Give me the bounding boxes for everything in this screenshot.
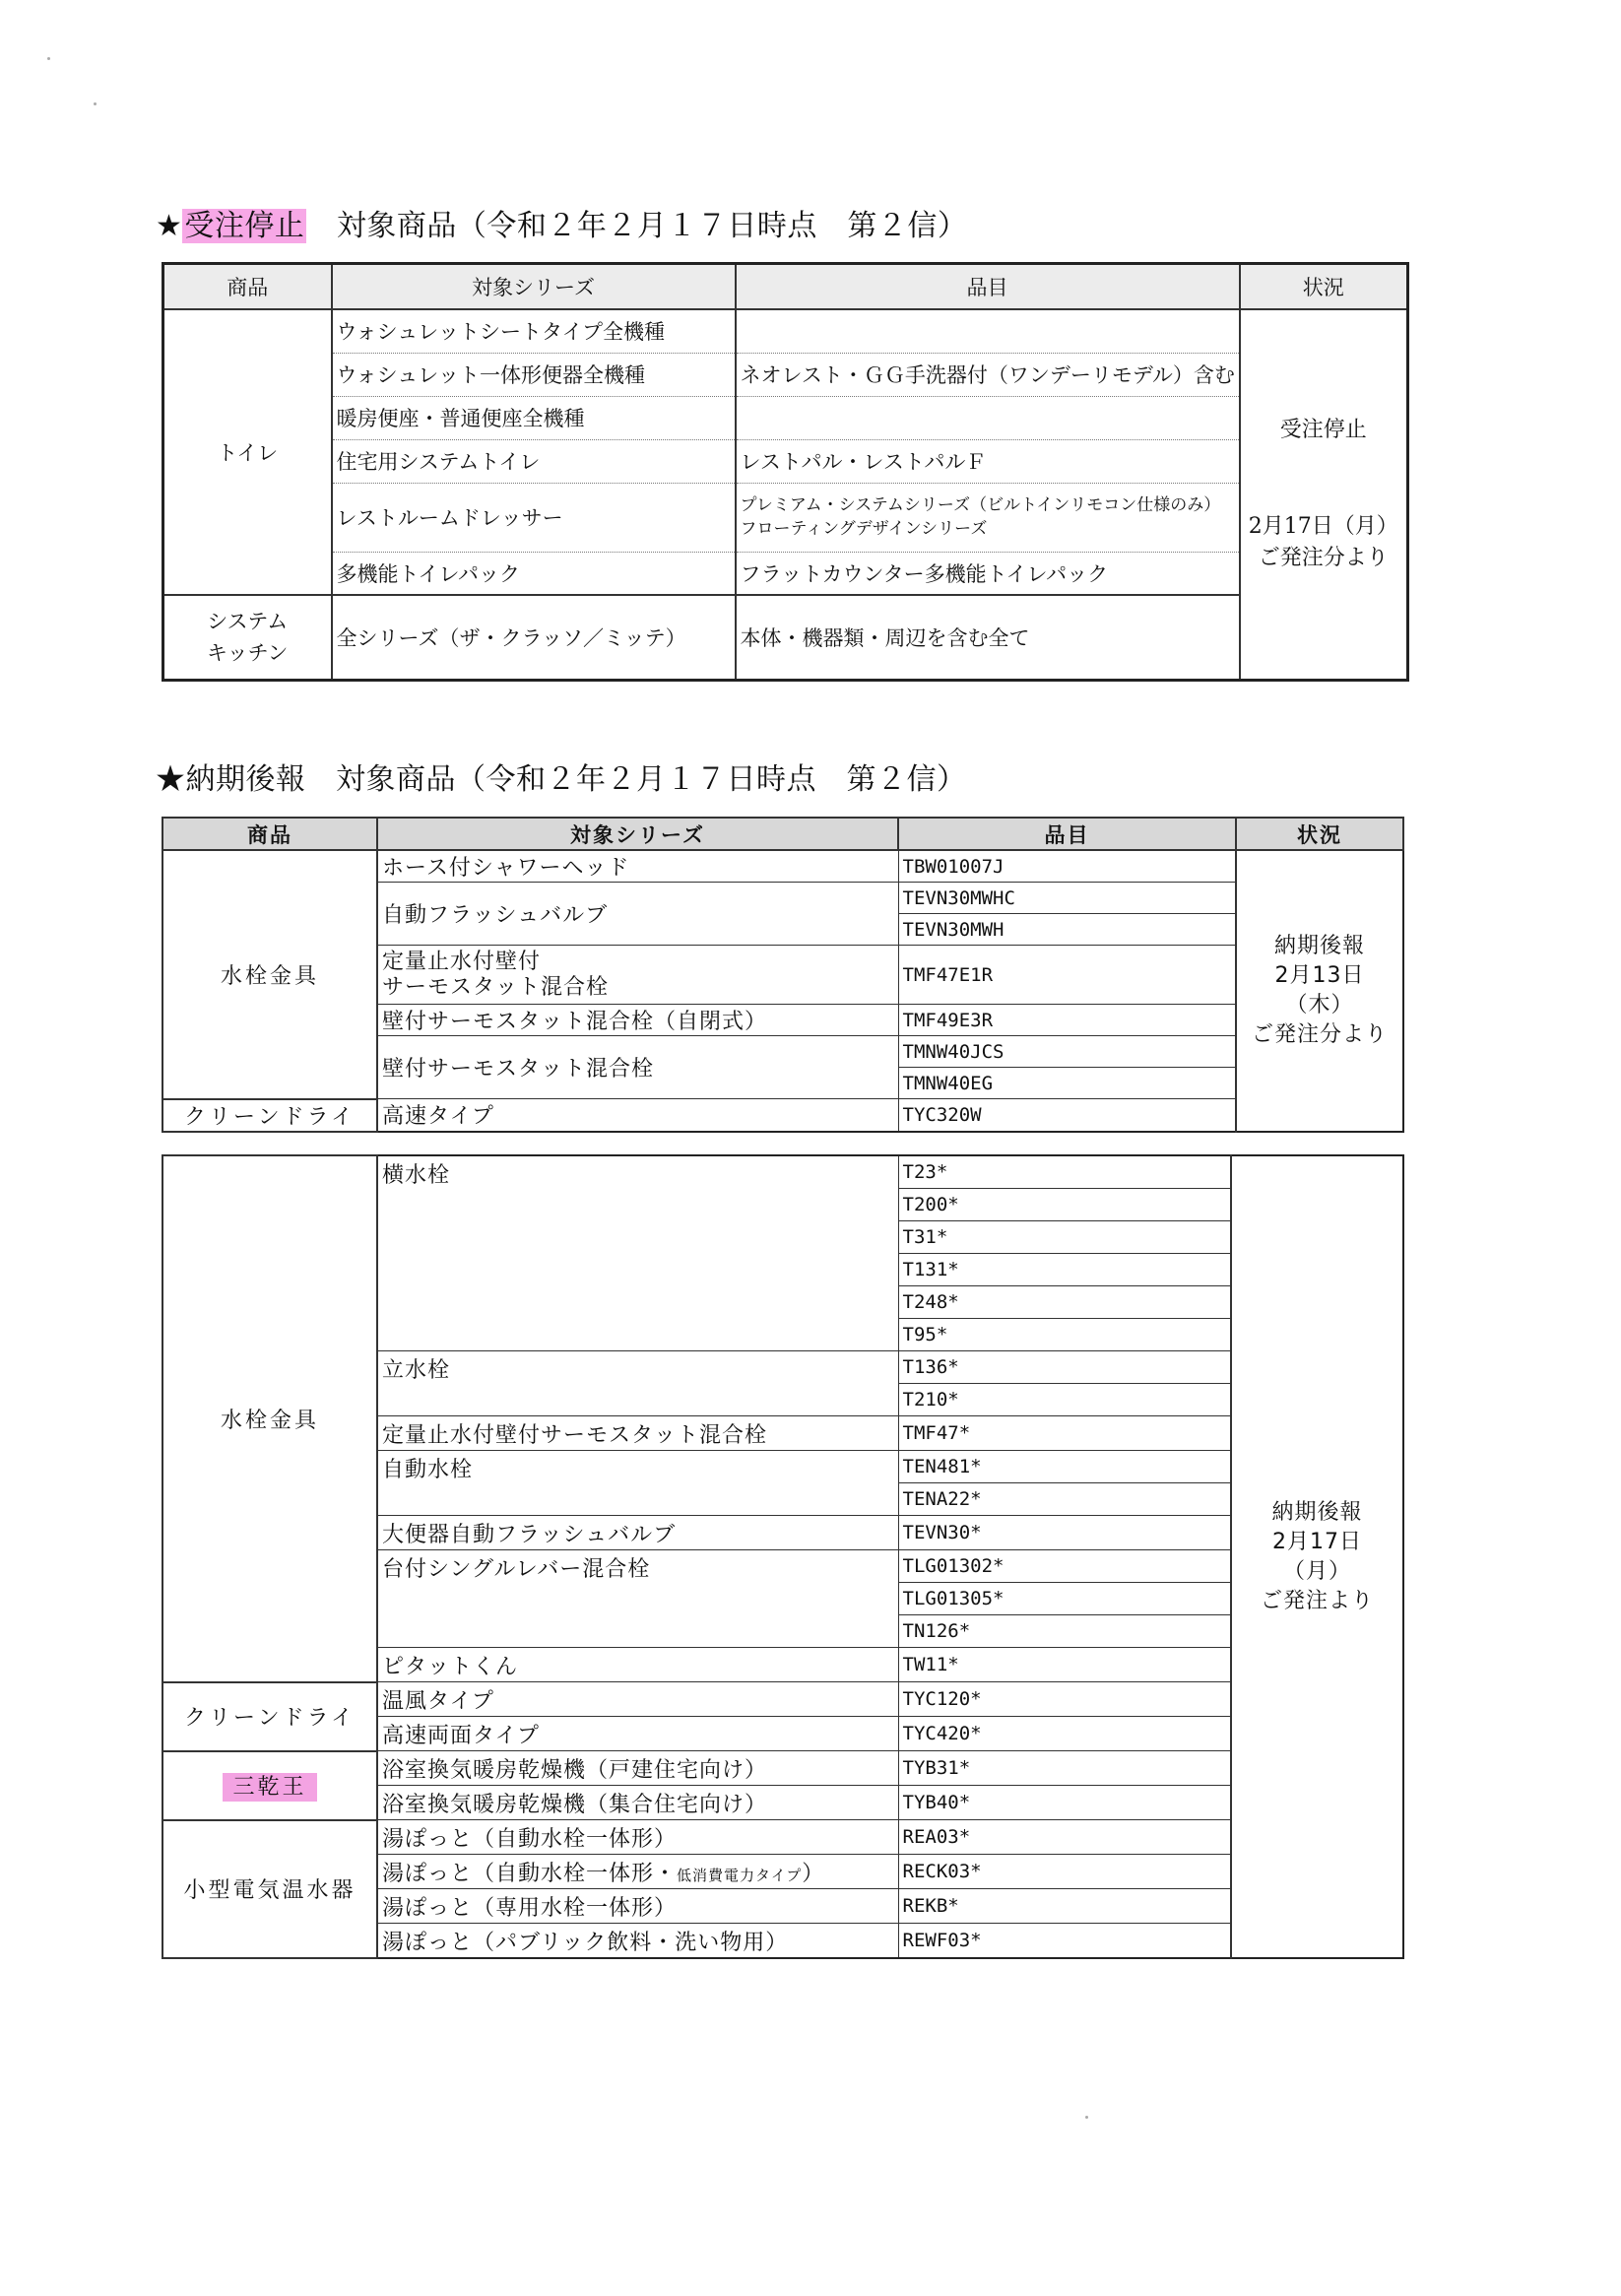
status-from: ご発注分より: [1258, 545, 1389, 570]
item-cell: フラットカウンター多機能トイレパック: [736, 552, 1240, 595]
series-cell-mixed: [377, 1855, 898, 1889]
item-cell: TENA22*: [898, 1483, 1231, 1516]
header-status: 状況: [1236, 818, 1403, 850]
series-cell: レストルームドレッサー: [332, 483, 736, 552]
series-cell: ピタットくん: [377, 1648, 898, 1682]
category-faucet: 水栓金具: [162, 1155, 377, 1682]
series-text: 湯ぽっと（自動水栓一体形・: [382, 1862, 678, 1886]
item-cell: T200*: [898, 1189, 1231, 1221]
category-clean-dry: クリーンドライ: [162, 1682, 377, 1751]
item-cell: TN126*: [898, 1615, 1231, 1648]
series-cell: 浴室換気暖房乾燥機（戸建住宅向け）: [377, 1751, 898, 1786]
series-cell: 浴室換気暖房乾燥機（集合住宅向け）: [377, 1786, 898, 1820]
item-cell: [736, 396, 1240, 439]
header-item: 品目: [736, 264, 1240, 310]
item-cell: TMNW40EG: [898, 1068, 1236, 1099]
status-line: ご発注より: [1260, 1588, 1374, 1613]
series-cell: 立水栓: [377, 1351, 898, 1416]
series-cell-multiline: [377, 946, 898, 1005]
series-text-end: ）: [802, 1862, 825, 1886]
status-line: 納期後報: [1271, 1499, 1363, 1525]
item-cell: [736, 309, 1240, 353]
item-cell: TEVN30MWH: [898, 914, 1236, 946]
category-system-kitchen: [163, 595, 332, 680]
category-sankanou: [162, 1751, 377, 1820]
series-cell: 温風タイプ: [377, 1682, 898, 1717]
series-cell: 住宅用システムトイレ: [332, 439, 736, 483]
status-date: 2月17日（月）: [1248, 513, 1398, 539]
series-cell: 壁付サーモスタット混合栓（自閉式）: [377, 1005, 898, 1036]
item-cell: TMNW40JCS: [898, 1036, 1236, 1068]
highlight-order-stop: 受注停止: [184, 209, 305, 243]
item-cell: T131*: [898, 1254, 1231, 1286]
item-cell: REA03*: [898, 1820, 1231, 1855]
item-cell: REWF03*: [898, 1924, 1231, 1959]
series-cell: 湯ぽっと（自動水栓一体形）: [377, 1820, 898, 1855]
order-stop-table: [162, 262, 1409, 682]
item-cell: TYB40*: [898, 1786, 1231, 1820]
status-cell-delivery-0213: [1236, 850, 1403, 1132]
series-line: サーモスタット混合栓: [382, 974, 610, 1000]
item-cell: T210*: [898, 1384, 1231, 1416]
item-cell: TEN481*: [898, 1451, 1231, 1483]
item-cell: REKB*: [898, 1889, 1231, 1924]
item-cell: TEVN30*: [898, 1516, 1231, 1550]
series-cell: ウォシュレットシートタイプ全機種: [332, 309, 736, 353]
item-cell: TLG01305*: [898, 1583, 1231, 1615]
star-icon: ★: [156, 209, 183, 243]
item-cell: T248*: [898, 1286, 1231, 1319]
item-cell: TYC120*: [898, 1682, 1231, 1717]
series-cell: ホース付シャワーヘッド: [377, 850, 898, 883]
category-kitchen-line: システム: [207, 609, 289, 633]
category-small-water-heater: 小型電気温水器: [162, 1820, 377, 1959]
item-cell: TMF47E1R: [898, 946, 1236, 1005]
item-cell: TLG01302*: [898, 1550, 1231, 1583]
item-cell: T23*: [898, 1155, 1231, 1189]
item-cell: TW11*: [898, 1648, 1231, 1682]
series-cell: 高速タイプ: [377, 1099, 898, 1132]
status-cell-order-stop: [1240, 309, 1408, 680]
item-cell: TYC320W: [898, 1099, 1236, 1132]
item-cell: T95*: [898, 1319, 1231, 1351]
item-cell: レストパル・レストパルＦ: [736, 439, 1240, 483]
series-cell: ウォシュレット一体形便器全機種: [332, 353, 736, 396]
item-cell: RECK03*: [898, 1855, 1231, 1889]
status-line: （木）: [1285, 992, 1354, 1017]
item-cell: TEVN30MWHC: [898, 883, 1236, 914]
heading-order-stop-rest: 対象商品（令和２年２月１７日時点 第２信）: [306, 209, 968, 243]
item-cell: TMF49E3R: [898, 1005, 1236, 1036]
delivery-later-table-2: [162, 1154, 1404, 1959]
item-cell: TYB31*: [898, 1751, 1231, 1786]
header-status: 状況: [1240, 264, 1408, 310]
status-cell-delivery-0217: [1231, 1155, 1403, 1958]
category-toilet: トイレ: [163, 309, 332, 595]
heading-delivery-later: ★納期後報 対象商品（令和２年２月１７日時点 第２信）: [156, 762, 967, 797]
header-series: 対象シリーズ: [377, 818, 898, 850]
scan-speck: [94, 102, 97, 105]
status-line: 2月17日: [1272, 1529, 1362, 1554]
scan-speck: [1085, 2116, 1088, 2119]
category-sankanou-label: 三乾王: [223, 1773, 316, 1802]
item-cell: TMF47*: [898, 1416, 1231, 1451]
series-cell: 多機能トイレパック: [332, 552, 736, 595]
item-line: プレミアム・システムシリーズ（ビルトインリモコン仕様のみ）: [740, 495, 1221, 515]
category-kitchen-line: キッチン: [206, 640, 289, 665]
heading-order-stop: [156, 201, 967, 244]
series-cell: 壁付サーモスタット混合栓: [377, 1036, 898, 1099]
item-cell: T136*: [898, 1351, 1231, 1384]
header-product: 商品: [163, 264, 332, 310]
series-cell: 大便器自動フラッシュバルブ: [377, 1516, 898, 1550]
status-line: 2月13日: [1274, 962, 1365, 988]
item-cell: T31*: [898, 1221, 1231, 1254]
series-cell: 湯ぽっと（パブリック飲料・洗い物用）: [377, 1924, 898, 1959]
series-cell: 自動水栓: [377, 1451, 898, 1516]
series-text-small: 低消費電力タイプ: [677, 1867, 803, 1884]
status-order-stop: 受注停止: [1279, 417, 1367, 442]
series-line: 定量止水付壁付: [382, 949, 542, 974]
series-cell: 全シリーズ（ザ・クラッソ／ミッテ）: [332, 595, 736, 680]
series-cell: 横水栓: [377, 1155, 898, 1351]
category-clean-dry: クリーンドライ: [162, 1099, 377, 1132]
series-cell: 暖房便座・普通便座全機種: [332, 396, 736, 439]
category-faucet: 水栓金具: [162, 850, 377, 1099]
item-cell: 本体・機器類・周辺を含む全て: [736, 595, 1240, 680]
item-cell-multiline: [736, 483, 1240, 552]
series-cell: 湯ぽっと（専用水栓一体形）: [377, 1889, 898, 1924]
header-product: 商品: [162, 818, 377, 850]
status-line: ご発注分より: [1251, 1021, 1388, 1047]
item-cell: ネオレスト・ＧＧ手洗器付（ワンデーリモデル）含む: [736, 353, 1240, 396]
status-line: （月）: [1282, 1558, 1351, 1584]
series-cell: 高速両面タイプ: [377, 1717, 898, 1751]
header-item: 品目: [898, 818, 1236, 850]
header-series: 対象シリーズ: [332, 264, 736, 310]
series-cell: 自動フラッシュバルブ: [377, 883, 898, 946]
series-cell: 台付シングルレバー混合栓: [377, 1550, 898, 1648]
series-cell: 定量止水付壁付サーモスタット混合栓: [377, 1416, 898, 1451]
item-cell: TBW01007J: [898, 850, 1236, 883]
item-line: フローティングデザインシリーズ: [740, 519, 988, 539]
status-line: 納期後報: [1273, 933, 1365, 958]
scan-speck: [47, 57, 50, 60]
item-cell: TYC420*: [898, 1717, 1231, 1751]
delivery-later-table-1: [162, 817, 1404, 1133]
